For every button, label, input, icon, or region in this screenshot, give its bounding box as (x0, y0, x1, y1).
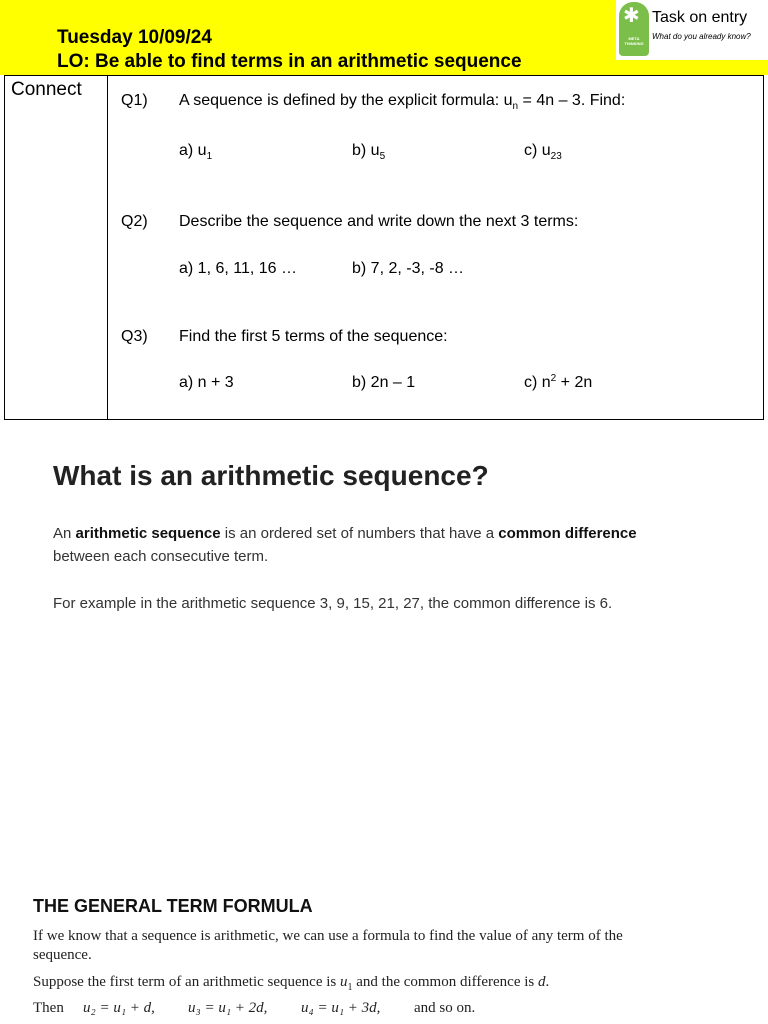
q2-part-a: a) 1, 6, 11, 16 … (179, 260, 297, 277)
general-term-heading: THE GENERAL TERM FORMULA (33, 896, 313, 916)
general-term-eq-2: u₃ = u₁ + 2d, (188, 1000, 268, 1016)
definition-line-1: An arithmetic sequence is an ordered set of numbers that have a common difference (53, 525, 637, 542)
q2-part-b: b) 7, 2, -3, -8 … (352, 260, 465, 277)
q3-text: Find the first 5 terms of the sequence: (179, 328, 448, 345)
general-term-and-so-on: and so on. (414, 1000, 476, 1016)
q2-number: Q2) (121, 213, 148, 230)
q1-text: A sequence is defined by the explicit formula: $u_n = 4n - 3$. Find: (179, 92, 626, 112)
header-banner (0, 0, 768, 75)
learning-objective: LO: Be able to find terms in an arithmetic sequence (57, 51, 522, 72)
connect-table (4, 75, 764, 420)
q3-part-c: c) $n^2 + 2n$ (524, 373, 593, 391)
lesson-date: Tuesday 10/09/24 (57, 27, 212, 48)
q2-text: Describe the sequence and write down the next 3 terms: (179, 213, 579, 230)
task-on-entry-title: Task on entry (652, 9, 748, 26)
q1-part-b: b) $u_5$ (352, 142, 386, 162)
general-term-eq-3: u₄ = u₁ + 3d, (301, 1000, 381, 1016)
table-divider (107, 76, 108, 419)
definition-heading: What is an arithmetic sequence? (53, 460, 489, 491)
q3-part-a: a) n + 3 (179, 374, 234, 391)
q1-number: Q1) (121, 92, 148, 109)
definition-line-2: between each consecutive term. (53, 548, 269, 565)
q3-number: Q3) (121, 328, 148, 345)
task-on-entry-box (616, 0, 768, 60)
general-term-line-1: If we know that a sequence is arithmetic, we can use a formula to find the value of any term of the (33, 928, 623, 944)
gear-icon: ✱ (623, 5, 640, 27)
general-term-eq-1: u₂ = u₁ + d, (83, 1000, 155, 1016)
connect-label: Connect (11, 79, 82, 100)
q1-part-a: a) $u_1$ (179, 142, 213, 162)
badge-text: META THINKING (624, 36, 644, 46)
general-term-line-2: sequence. (33, 947, 92, 963)
q1-part-c: c) $u_{23}$ (524, 142, 562, 162)
meta-thinking-badge (619, 2, 649, 56)
general-term-line-3: Suppose the first term of an arithmetic sequence is $u_1$ and the common difference is d. (33, 974, 550, 993)
definition-example: For example in the arithmetic sequence 3, 9, 15, 21, 27, the common difference is 6. (53, 595, 613, 612)
general-term-then-label: Then (33, 1000, 64, 1016)
task-on-entry-subtitle: What do you already know? (652, 32, 751, 41)
q3-part-b: b) 2n – 1 (352, 374, 416, 391)
